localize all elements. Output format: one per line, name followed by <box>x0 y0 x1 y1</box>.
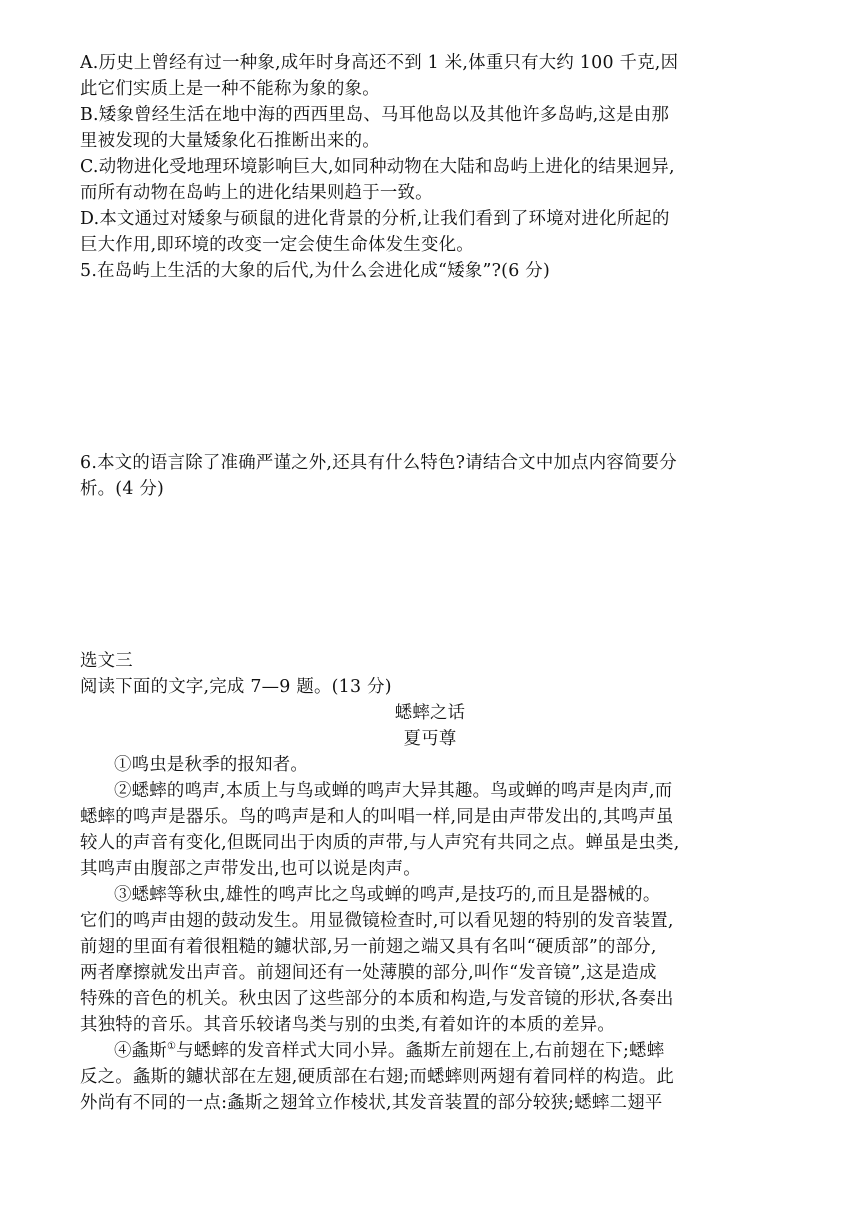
option-b-line-2: 里被发现的大量矮象化石推断出来的。 <box>80 131 380 151</box>
paragraph-line: 特殊的音色的机关。秋虫因了这些部分的本质和构造,与发音镜的形状,各奏出 <box>80 989 674 1009</box>
section-instruction: 阅读下面的文字,完成 7—9 题。(13 分) <box>80 677 392 697</box>
option-d-line-1: D.本文通过对矮象与硕鼠的进化背景的分析,让我们看到了环境对进化所起的 <box>80 209 670 229</box>
passage-title: 蟋蟀之话 <box>394 703 466 723</box>
question-6-line-1: 6.本文的语言除了准确严谨之外,还具有什么特色?请结合文中加点内容简要分 <box>80 453 677 473</box>
answer-space-q5 <box>80 284 780 450</box>
paragraph-line: 较人的声音有变化,但既同出于肉质的声带,与人声究有共同之点。蝉虽是虫类, <box>80 833 680 853</box>
option-b-line-1: B.矮象曾经生活在地中海的西西里岛、马耳他岛以及其他许多岛屿,这是由那 <box>80 105 670 125</box>
option-a-line-1: A.历史上曾经有过一种象,成年时身高还不到 1 米,体重只有大约 100 千克,因 <box>80 53 679 73</box>
question-6-line-2: 析。(4 分) <box>80 479 165 499</box>
paragraph-line: ①鸣虫是秋季的报知者。 <box>114 755 309 775</box>
paragraph-line: 外尚有不同的一点:螽斯之翅耸立作棱状,其发音装置的部分较狭;蟋蟀二翅平 <box>80 1093 663 1113</box>
paragraph-line: ③蟋蟀等秋虫,雄性的鸣声比之鸟或蝉的鸣声,是技巧的,而且是器械的。 <box>114 885 661 905</box>
question-6 <box>80 450 780 502</box>
paragraph-line: 蟋蟀的鸣声是器乐。鸟的鸣声是和人的叫唱一样,同是由声带发出的,其鸣声虽 <box>80 807 674 827</box>
paragraph-line: 前翅的里面有着很粗糙的鑢状部,另一前翅之端又具有名叫“硬质部”的部分, <box>80 937 657 957</box>
paragraph-line: 其独特的音乐。其音乐较诸鸟类与别的虫类,有着如许的本质的差异。 <box>80 1015 615 1035</box>
paragraph-2 <box>80 778 780 882</box>
paragraph-1 <box>80 752 780 778</box>
question-5: 5.在岛屿上生活的大象的后代,为什么会进化成“矮象”?(6 分) <box>80 261 550 281</box>
paragraph-3 <box>80 882 780 1038</box>
paragraph-line <box>80 1038 780 1064</box>
document-page <box>80 50 780 1116</box>
section-label: 选文三 <box>80 651 133 671</box>
option-a-line-2: 此它们实质上是一种不能称为象的象。 <box>80 79 380 99</box>
option-c <box>80 154 780 206</box>
option-a <box>80 50 780 102</box>
paragraph-line: 它们的鸣声由翅的鼓动发生。用显微镜检查时,可以看见翅的特别的发音装置, <box>80 911 674 931</box>
paragraph-line: 两者摩擦就发出声音。前翅间还有一处薄膜的部分,叫作“发音镜”,这是造成 <box>80 963 657 983</box>
option-c-line-2: 而所有动物在岛屿上的进化结果则趋于一致。 <box>80 183 433 203</box>
paragraph-text: ④螽斯 <box>114 1041 167 1061</box>
paragraph-4 <box>80 1038 780 1116</box>
paragraph-line: ②蟋蟀的鸣声,本质上与鸟或蝉的鸣声大异其趣。鸟或蝉的鸣声是肉声,而 <box>114 781 673 801</box>
paragraph-line: 反之。螽斯的鑢状部在左翅,硬质部在右翅;而蟋蟀则两翅有着同样的构造。此 <box>80 1067 675 1087</box>
option-d <box>80 206 780 258</box>
paragraph-text: 与蟋蟀的发音样式大同小异。螽斯左前翅在上,右前翅在下;蟋蟀 <box>176 1041 665 1061</box>
option-c-line-1: C.动物进化受地理环境影响巨大,如同种动物在大陆和岛屿上进化的结果迥异, <box>80 157 675 177</box>
answer-space-q6 <box>80 502 780 648</box>
footnote-marker: ① <box>166 1041 177 1053</box>
option-b <box>80 102 780 154</box>
passage-author: 夏丏尊 <box>403 729 457 749</box>
paragraph-line: 其鸣声由腹部之声带发出,也可以说是肉声。 <box>80 859 421 879</box>
option-d-line-2: 巨大作用,即环境的改变一定会使生命体发生变化。 <box>80 235 474 255</box>
